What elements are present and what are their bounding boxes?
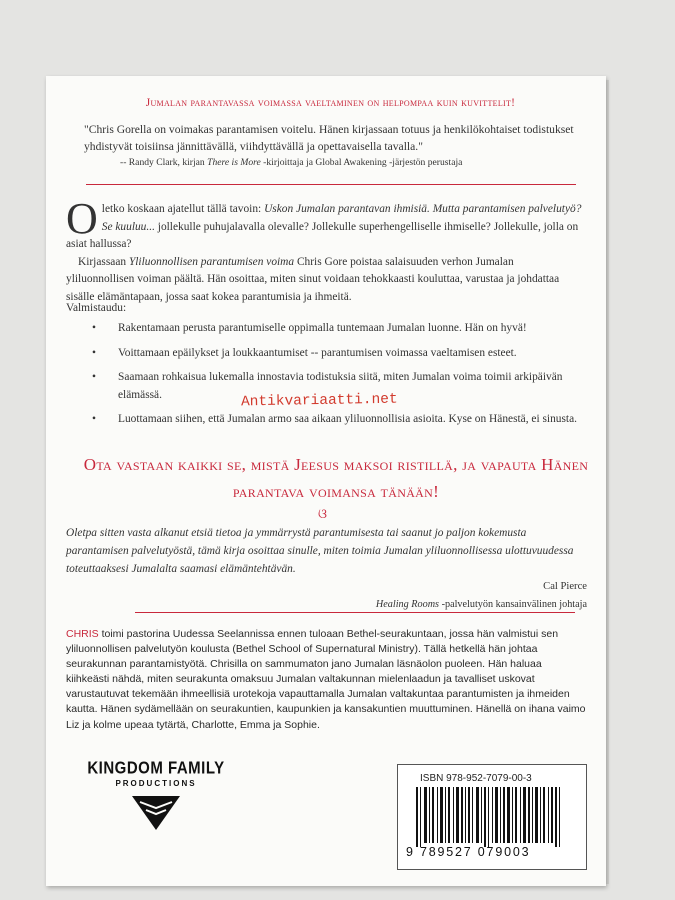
intro-p1-end: jollekulle puhujalavalla olevalle? Jollekulle superhengelliselle ihmiselle? Jollekulle, jolla on asiat hallussa?: [66, 220, 579, 250]
watermark-stamp: Antikvariaatti.net: [240, 391, 398, 411]
intro-p2-end: Chris Gore poistaa salaisuuden verhon Jumalan yliluonnollisen voiman päältä. Hän osoittaa, miten sinut voidaan tehokkaasti kouluttaa, varustaa ja johdattaa sisälle elämäntapaan, jossa saat kokea parantumisia ja ihmeitä.: [66, 255, 560, 303]
attribution-prefix: -- Randy Clark, kirjan: [120, 157, 208, 168]
call-to-action: Ota vastaan kaikki se, mistä Jeesus maksoi ristillä, ja vapauta Hänen parantava voimansa tänään!: [83, 455, 589, 501]
bullet-item: [92, 320, 592, 338]
intro-paragraph-1: [66, 194, 584, 254]
publisher-name: KINGDOM FAMILY: [87, 758, 225, 779]
bullet-text: Voittamaan epäilykset ja loukkaantumiset -- parantumisen voimassa vaeltamisen esteet.: [118, 346, 517, 359]
barcode-digits: 9 789527 079003: [406, 845, 531, 859]
quote-attribution: [120, 157, 600, 168]
endorsement-text: Oletpa sitten vasta alkanut etsiä tietoa ja ymmärrystä parantumisesta tai saanut jo paljon kokemusta parantamisen palvelutyöstä, tämä kirja osoittaa sinulle, miten toimia Jumalan yliluonnollisessa ulottuvuudessa toteuttaaksesi Jumalalta saamasi elämäntehtävän.: [66, 527, 574, 575]
bio-text: toimi pastorina Uudessa Seelannissa ennen tuloaan Bethel-seurakuntaan, jossa hän valmistui sen yliluonnollisen palvelutyön koulusta (Bethel School of Supernatural Ministry). Tällä hetkellä hän johtaa seurakunnan parantamistyötä. Chrisilla on sammumaton jano Jumalan läsnäolon puoleen. Hän haluaa kiihkeästi nähdä, miten seurakunta omaksuu Jumalan valtakunnan mielenlaadun ja tavalliset uskovat varustautuvat tekemään ihmeellisiä urotekoja vapauttamalla Jumalan valtakuntaa parantumisten ja ihmeiden kautta. Hänen sydämellään on seurakuntien, kaupunkien ja kansakuntien muuttuminen. Hänellä on ihana vaimo Liz ja kolme upeaa tytärtä, Charlotte, Emma ja Sophie.: [66, 628, 586, 731]
bullet-text: Saamaan rohkaisua lukemalla innostavia todistuksia siitä, miten Jumalan voima toimii arkipäivän elämässä.: [118, 371, 563, 401]
top-heading: Jumalan parantavassa voimassa vaeltaminen on helpompaa kuin kuvittelit!: [145, 97, 516, 109]
intro-p2-start: Kirjassaan: [78, 255, 129, 268]
bullet-icon: •: [92, 322, 96, 334]
bullet-text: Luottamaan siihen, että Jumalan armo saa aikaan yliluonnollisia asioita. Kyse on Hänestä, ei sinusta.: [118, 413, 577, 425]
bullet-item: [92, 411, 592, 429]
bullet-text: Rakentamaan perusta parantumiselle oppimalla tuntemaan Jumalan luonne. Hän on hyvä!: [118, 322, 527, 334]
author-bio: [66, 627, 586, 733]
intro-paragraph-2: [66, 254, 584, 307]
endorser-role-rest: -palvelutyön kansainvälinen johtaja: [439, 599, 587, 610]
intro-p2-italic: Yliluonnollisen parantumisen voima: [128, 255, 295, 268]
intro-p1-italic: Uskon Jumalan parantavan ihmisiä. Mutta parantamisen palvelutyö? Se kuuluu...: [101, 203, 582, 233]
publisher-sub: PRODUCTIONS: [115, 779, 197, 788]
endorser: [376, 578, 587, 614]
bullet-icon: •: [92, 371, 96, 383]
bullet-list: [92, 320, 592, 436]
author-name: CHRIS: [66, 628, 99, 640]
divider-bottom: [135, 612, 575, 613]
endorser-role-italic: Healing Rooms: [375, 599, 440, 610]
attribution-title: There is More: [207, 157, 261, 168]
endorser-name: Cal Pierce: [543, 581, 587, 592]
endorsement-quote: [84, 121, 584, 155]
quote-text: "Chris Gorella on voimakas parantamisen voitelu. Hänen kirjassaan totuus ja henkilökohtaiset todistukset yhdistyvät toisiinsa jännittävällä, viihdyttävällä ja opettavaisella tavalla.": [84, 123, 574, 153]
bullet-icon: •: [92, 346, 96, 359]
intro-text: [66, 194, 584, 306]
dropcap: O: [66, 194, 98, 243]
bullet-icon: •: [92, 413, 96, 425]
barcode-label: [397, 764, 587, 870]
ornament-icon: ଓ: [318, 506, 327, 521]
bullet-item: [92, 345, 592, 363]
publisher-logo: [86, 760, 226, 837]
isbn-text: ISBN 978-952-7079-00-3: [420, 773, 532, 784]
arrow-logo-icon: [126, 792, 186, 832]
divider-top: [86, 184, 576, 185]
attribution-suffix: -kirjoittaja ja Global Awakening -järjestön perustaja: [260, 157, 463, 168]
prepare-label: Valmistaudu:: [66, 302, 127, 314]
intro-p1-start: letko koskaan ajatellut tällä tavoin:: [101, 203, 265, 215]
